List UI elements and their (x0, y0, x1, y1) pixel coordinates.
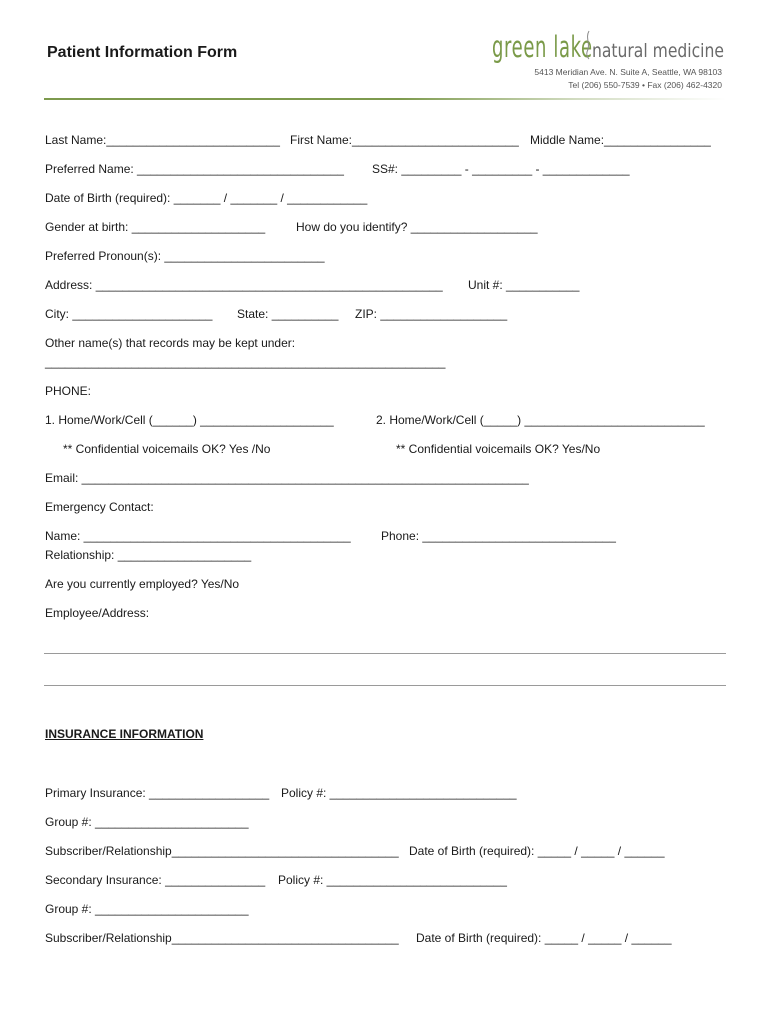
preferred-name-field[interactable]: Preferred Name: _______________________________ (45, 162, 344, 176)
last-name-field[interactable]: Last Name:__________________________ (45, 133, 280, 147)
secondary-group-field[interactable]: Group #: _______________________ (45, 902, 249, 916)
employer-line-2[interactable] (44, 685, 726, 686)
other-names-label: Other name(s) that records may be kept under: (45, 336, 296, 350)
emergency-phone-field[interactable]: Phone: _____________________________ (381, 529, 616, 543)
unit-field[interactable]: Unit #: ___________ (468, 278, 580, 292)
insurance-heading: INSURANCE INFORMATION (45, 727, 204, 741)
employed-question[interactable]: Are you currently employed? Yes/No (45, 577, 240, 591)
secondary-subscriber-dob-field[interactable]: Date of Birth (required): _____ / _____ / ______ (416, 931, 672, 945)
zip-field[interactable]: ZIP: ___________________ (355, 307, 508, 321)
primary-insurance-field[interactable]: Primary Insurance: __________________ (45, 786, 270, 800)
phone-1-field[interactable]: 1. Home/Work/Cell (______) ____________________ (45, 413, 334, 427)
address-field[interactable]: Address: ____________________________________________________ (45, 278, 443, 292)
identify-field[interactable]: How do you identify? ___________________ (296, 220, 538, 234)
dob-field[interactable]: Date of Birth (required): _______ / _______ / ____________ (45, 191, 368, 205)
phone-2-field[interactable]: 2. Home/Work/Cell (_____) ___________________________ (376, 413, 705, 427)
relationship-field[interactable]: Relationship: ____________________ (45, 548, 252, 562)
state-field[interactable]: State: __________ (237, 307, 339, 321)
primary-subscriber-field[interactable]: Subscriber/Relationship__________________________________ (45, 844, 399, 858)
secondary-policy-field[interactable]: Policy #: ___________________________ (278, 873, 507, 887)
secondary-subscriber-field[interactable]: Subscriber/Relationship__________________________________ (45, 931, 399, 945)
phone-heading: PHONE: (45, 384, 92, 398)
middle-name-field[interactable]: Middle Name:________________ (530, 133, 711, 147)
city-field[interactable]: City: _____________________ (45, 307, 213, 321)
voicemail-2-question[interactable]: ** Confidential voicemails OK? Yes/No (396, 442, 601, 456)
ssn-field[interactable]: SS#: _________ - _________ - _____________ (372, 162, 630, 176)
email-field[interactable]: Email: ___________________________________________________________________ (45, 471, 529, 485)
emergency-name-field[interactable]: Name: ________________________________________ (45, 529, 351, 543)
emergency-contact-heading: Emergency Contact: (45, 500, 154, 514)
header-divider (44, 98, 726, 100)
gender-field[interactable]: Gender at birth: ____________________ (45, 220, 266, 234)
secondary-insurance-field[interactable]: Secondary Insurance: _______________ (45, 873, 266, 887)
clinic-address: 5413 Meridian Ave. N. Suite A, Seattle, WA 98103 (534, 67, 722, 77)
clinic-contact: Tel (206) 550-7539 • Fax (206) 462-4320 (568, 80, 722, 90)
clinic-logo (492, 30, 728, 70)
logo-natural-medicine-text: natural medicine (592, 40, 724, 62)
first-name-field[interactable]: First Name:_________________________ (290, 133, 519, 147)
primary-subscriber-dob-field[interactable]: Date of Birth (required): _____ / _____ / ______ (409, 844, 665, 858)
employer-line-1[interactable] (44, 653, 726, 654)
voicemail-1-question[interactable]: ** Confidential voicemails OK? Yes /No (63, 442, 271, 456)
other-names-field[interactable]: ____________________________________________________________ (45, 355, 446, 369)
primary-group-field[interactable]: Group #: _______________________ (45, 815, 249, 829)
pronouns-field[interactable]: Preferred Pronoun(s): ________________________ (45, 249, 325, 263)
employer-label: Employee/Address: (45, 606, 150, 620)
page-title: Patient Information Form (47, 44, 238, 61)
primary-policy-field[interactable]: Policy #: ____________________________ (281, 786, 517, 800)
logo-green-lake-text: green lake (492, 30, 593, 64)
